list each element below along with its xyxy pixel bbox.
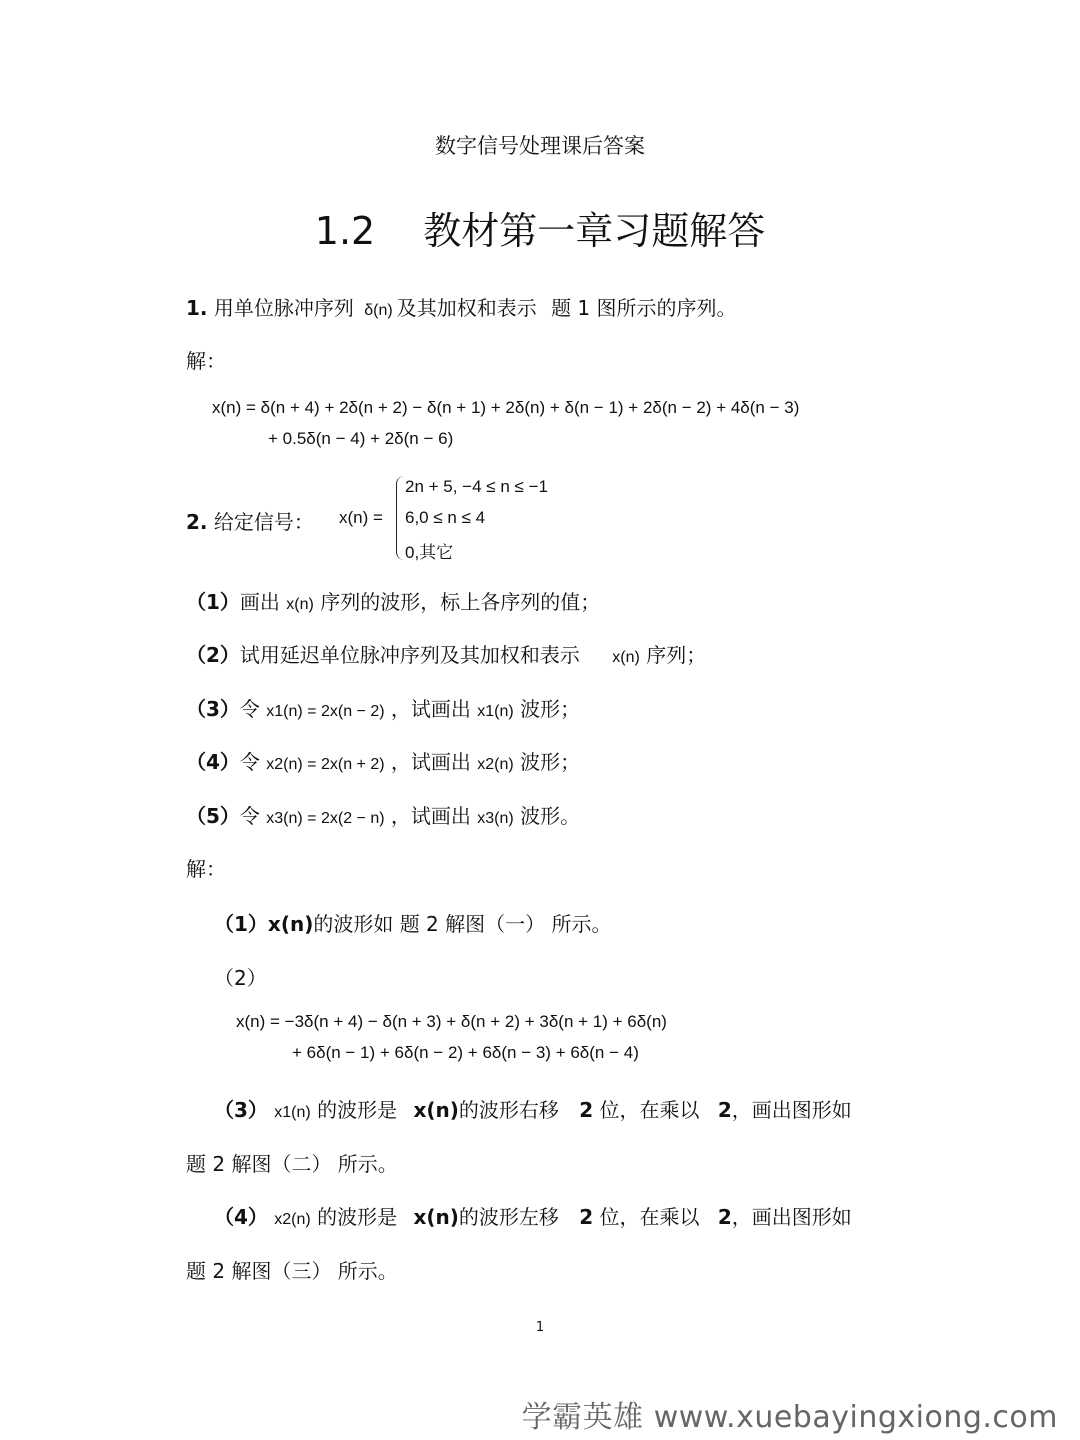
solution-3: [214, 1094, 852, 1123]
answer-label-2: 解：: [186, 857, 226, 881]
part-3: [186, 693, 580, 722]
chapter-number: 1.2: [314, 209, 376, 253]
part-3-math: x1(n) = 2x(n − 2): [266, 703, 385, 720]
solution-4-factor: 2: [717, 1205, 732, 1229]
q2-lhs: x(n) =: [339, 508, 383, 527]
q1-equation-line2: + 0.5δ(n − 4) + 2δ(n − 6): [268, 429, 454, 448]
part-4-text: 令: [239, 750, 260, 774]
question-1: [186, 292, 737, 321]
part-3-num: （3）: [186, 697, 240, 721]
solution-2-equation-line2: + 6δ(n − 1) + 6δ(n − 2) + 6δ(n − 3) + 6δ(n − 4): [292, 1043, 639, 1062]
solution-3-shift: 2: [579, 1098, 594, 1122]
solution-3-text-b: 的波形右移: [458, 1098, 559, 1122]
part-5-math: x3(n) = 2x(2 − n): [266, 810, 385, 827]
part-1-math: x(n): [286, 596, 314, 613]
part-5-num: （5）: [186, 804, 240, 828]
solution-4: [214, 1201, 852, 1230]
part-3-math-2: x1(n): [477, 703, 514, 720]
part-5-text: 令: [239, 804, 260, 828]
q2-number: 2.: [186, 510, 208, 534]
part-3-text: 令: [239, 697, 260, 721]
q2-label: 给定信号：: [213, 510, 314, 534]
part-4-text-b: ，试画出: [390, 750, 471, 774]
solution-3-bold: x(n): [413, 1098, 459, 1122]
part-5-math-2: x3(n): [477, 810, 514, 827]
part-4-math: x2(n) = 2x(n + 2): [266, 756, 385, 773]
solution-3-num: （3）: [214, 1098, 268, 1122]
solution-4-bold: x(n): [413, 1205, 459, 1229]
part-4-math-2: x2(n): [477, 756, 514, 773]
solution-1-num: （1）: [214, 912, 268, 936]
part-3-text-b: ，试画出: [390, 697, 471, 721]
chapter-heading: [0, 200, 1080, 255]
part-1-text: 画出: [239, 590, 280, 614]
part-3-text-c: 波形；: [520, 697, 581, 721]
part-4: [186, 746, 580, 775]
part-5: [186, 800, 580, 829]
solution-2-equation-line1: x(n) = −3δ(n + 4) − δ(n + 3) + δ(n + 2) + 3δ(n + 1) + 6δ(n): [236, 1012, 667, 1031]
part-2-math: x(n): [612, 649, 640, 666]
solution-4-shift: 2: [579, 1205, 594, 1229]
solution-3-cont: 题 2 解图（二） 所示。: [186, 1152, 398, 1176]
part-4-num: （4）: [186, 750, 240, 774]
q1-equation-line1: x(n) = δ(n + 4) + 2δ(n + 2) − δ(n + 1) + 2δ(n) + δ(n − 1) + 2δ(n − 2) + 4δ(n − 3): [212, 398, 800, 417]
part-2: [186, 639, 706, 668]
page-number: 1: [535, 1320, 545, 1335]
solution-4-text-d: ，画出图形如: [731, 1205, 852, 1229]
watermark: 学霸英雄 www.xuebayingxiong.com: [521, 1400, 1058, 1435]
solution-1-text: 的波形如 题 2 解图（一） 所示。: [313, 912, 612, 936]
part-4-text-c: 波形；: [520, 750, 581, 774]
solution-1: [214, 908, 612, 937]
q1-text: 用单位脉冲序列: [213, 296, 354, 320]
q2-case-1: 2n + 5, −4 ≤ n ≤ −1: [405, 477, 548, 496]
part-1: [186, 586, 600, 615]
solution-4-text-b: 的波形左移: [458, 1205, 559, 1229]
part-2-text-b: 序列；: [646, 643, 707, 667]
part-2-num: （2）: [186, 643, 240, 667]
solution-1-bold: x(n): [267, 912, 314, 936]
solution-3-text-a: 的波形是: [317, 1098, 398, 1122]
q1-number: 1.: [186, 296, 208, 320]
solution-2-num: （2）: [214, 966, 267, 990]
question-2: [186, 506, 314, 535]
solution-4-text-a: 的波形是: [317, 1205, 398, 1229]
solution-4-text-c: 位，在乘以: [599, 1205, 700, 1229]
part-1-text-b: 序列的波形，标上各序列的值；: [320, 590, 601, 614]
q1-ref: 题 1 图所示的序列。: [551, 296, 737, 320]
part-1-num: （1）: [186, 590, 240, 614]
chapter-title: 教材第一章习题解答: [423, 209, 766, 253]
q1-symbol: δ(n): [364, 302, 393, 319]
solution-3-factor: 2: [717, 1098, 732, 1122]
q1-text-after: 及其加权和表示: [396, 296, 537, 320]
doc-title: 数字信号处理课后答案: [435, 134, 645, 158]
part-5-text-b: ，试画出: [390, 804, 471, 828]
solution-3-text-c: 位，在乘以: [599, 1098, 700, 1122]
solution-3-text-d: ，画出图形如: [731, 1098, 852, 1122]
solution-3-math: x1(n): [274, 1104, 311, 1121]
solution-4-num: （4）: [214, 1205, 268, 1229]
solution-4-math: x2(n): [274, 1211, 311, 1228]
q2-case-3: 0,其它: [405, 543, 454, 562]
answer-label-1: 解：: [186, 349, 226, 373]
part-2-text: 试用延迟单位脉冲序列及其加权和表示: [239, 643, 580, 667]
solution-4-cont: 题 2 解图（三） 所示。: [186, 1259, 398, 1283]
q2-case-2: 6,0 ≤ n ≤ 4: [405, 508, 486, 527]
part-5-text-c: 波形。: [520, 804, 581, 828]
